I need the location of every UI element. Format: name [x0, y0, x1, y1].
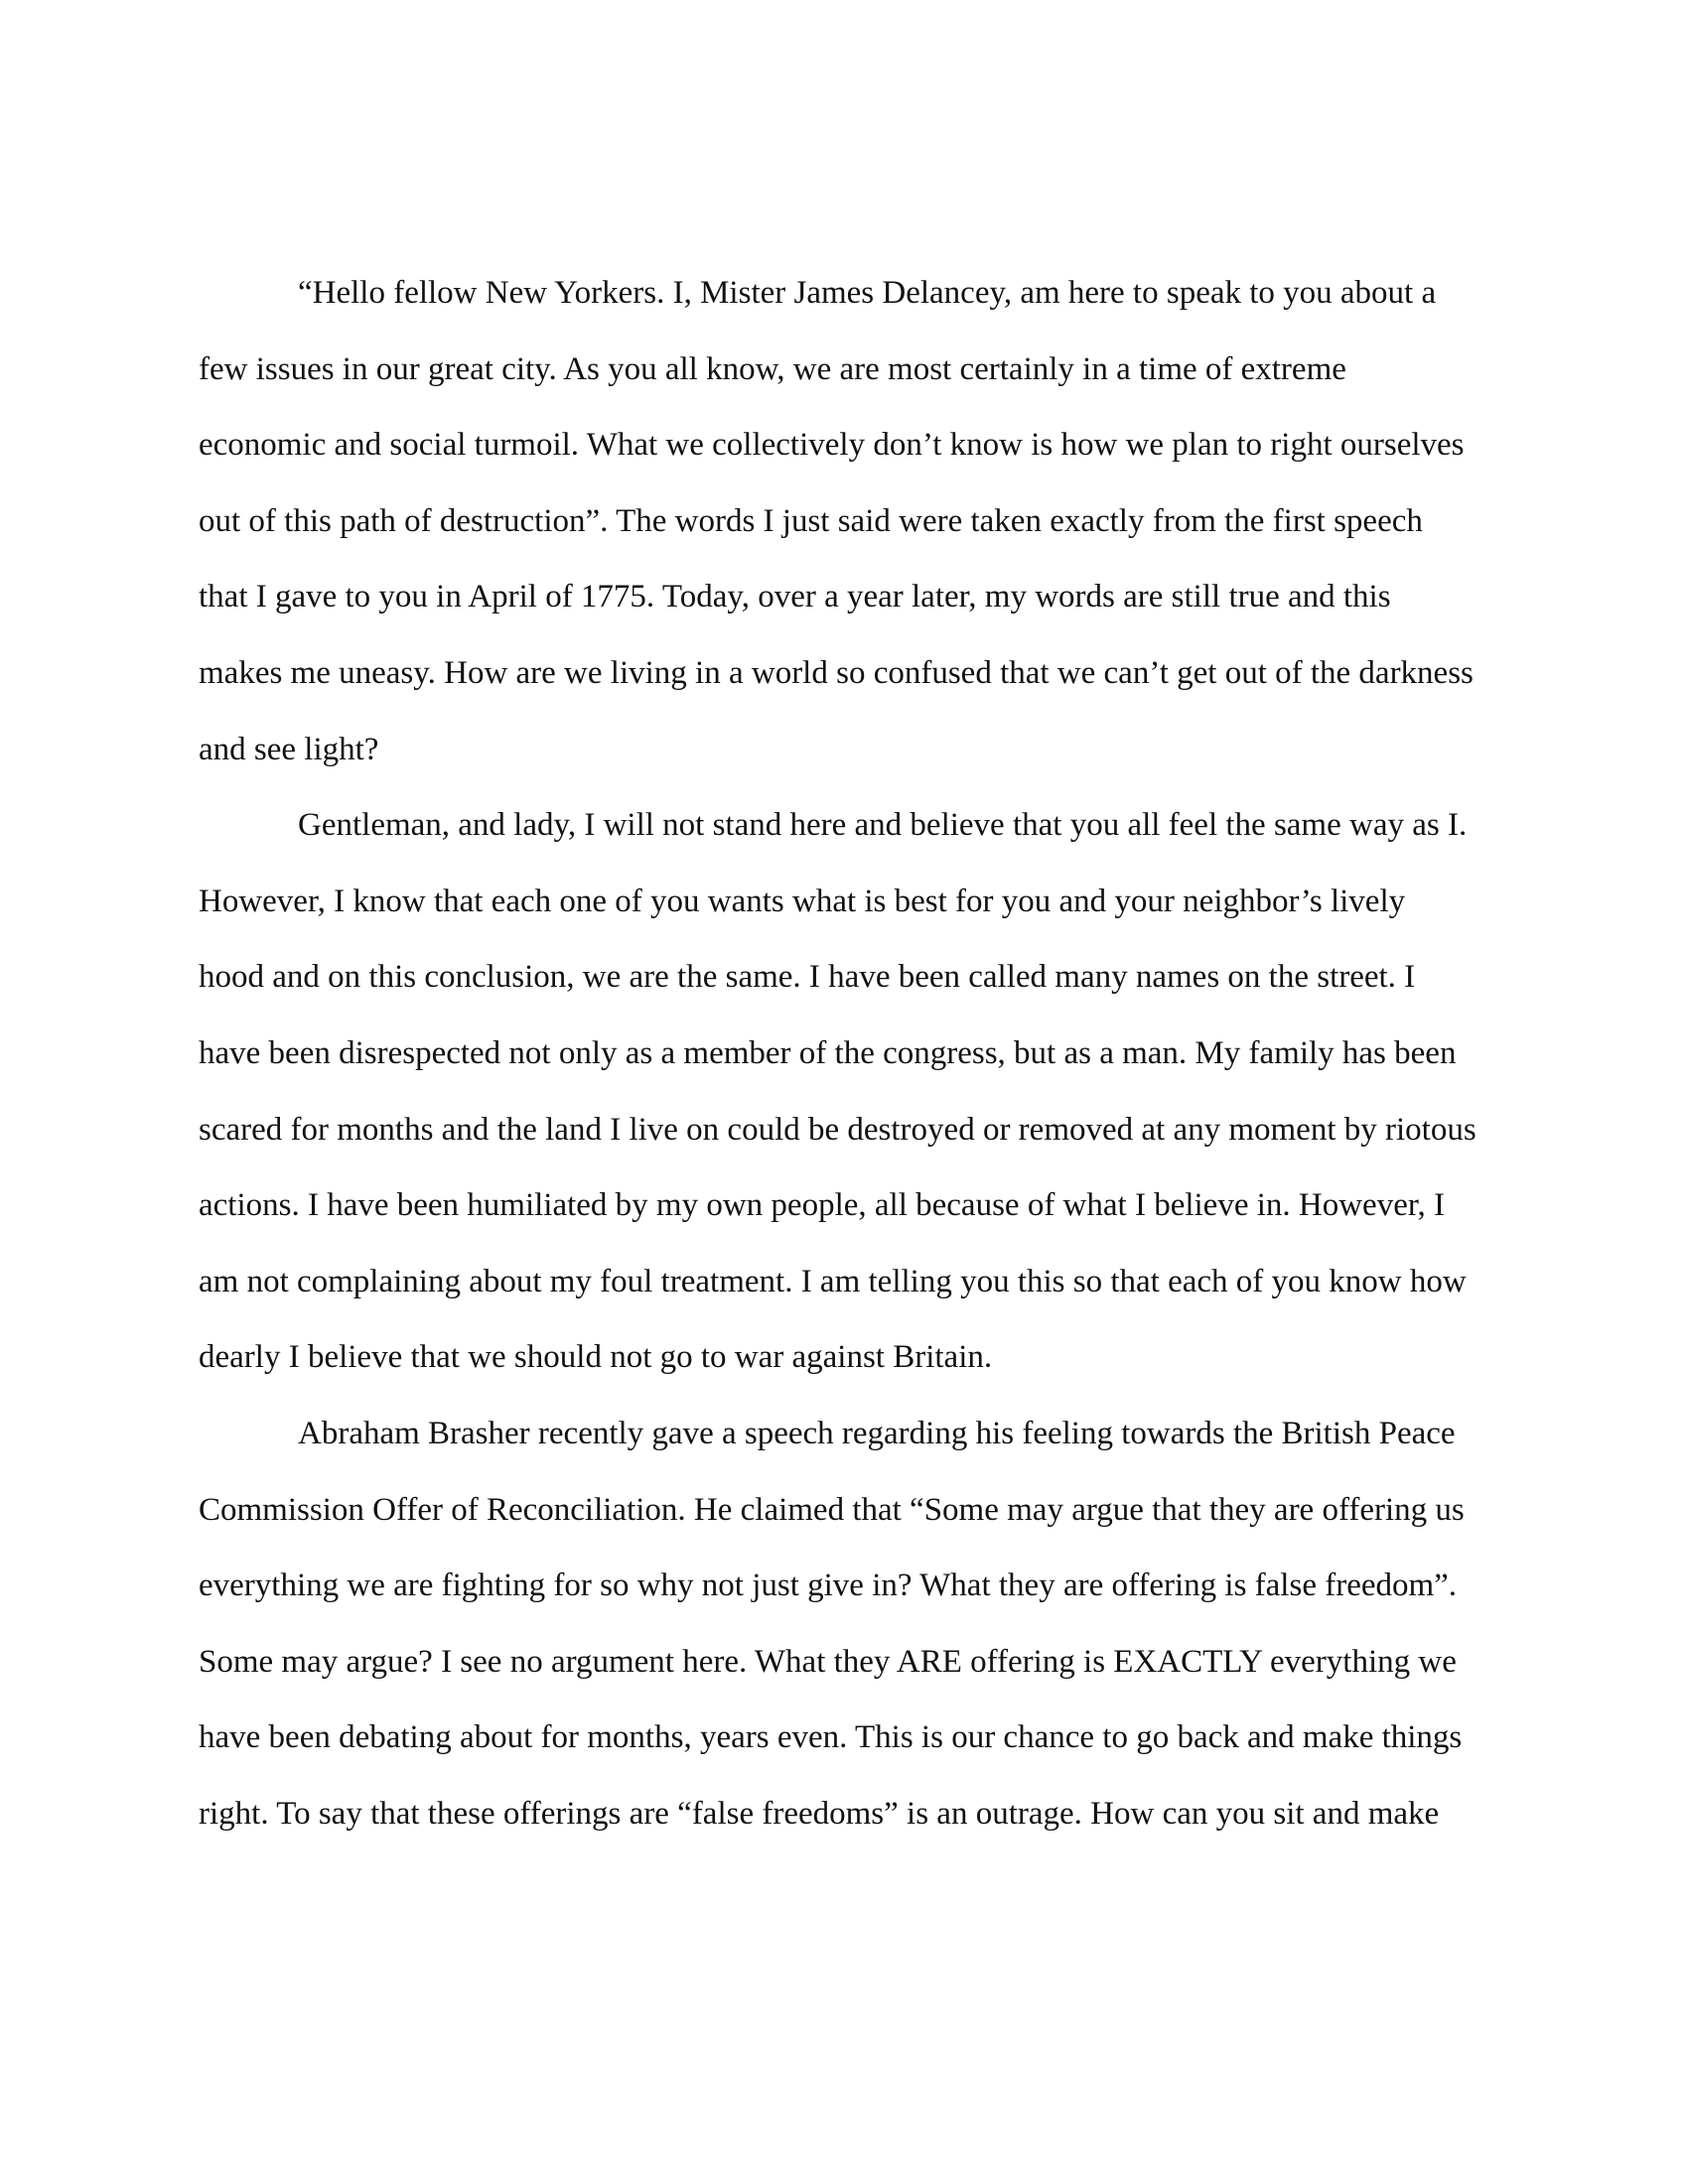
text-line: right. To say that these offerings are “false freedoms” is an outrage. How can you sit and make — [199, 1795, 1440, 1832]
text-line: dearly I believe that we should not go to war against Britain. — [199, 1339, 993, 1376]
text-line: scared for months and the land I live on could be destroyed or removed at any moment by riotous — [199, 1111, 1477, 1148]
text-line: hood and on this conclusion, we are the same. I have been called many names on the street. I — [199, 959, 1416, 996]
text-line: out of this path of destruction”. The words I just said were taken exactly from the first speech — [199, 502, 1423, 539]
text-line: makes me uneasy. How are we living in a world so confused that we can’t get out of the darkness — [199, 654, 1474, 691]
paragraph — [199, 255, 1509, 787]
text-line: and see light? — [199, 731, 379, 767]
text-line: everything we are fighting for so why not just give in? What they are offering is false freedom”. — [199, 1568, 1458, 1604]
text-line: actions. I have been humiliated by my own people, all because of what I believe in. However, I — [199, 1187, 1445, 1224]
text-line: few issues in our great city. As you all know, we are most certainly in a time of extreme — [199, 350, 1346, 387]
text-line: economic and social turmoil. What we collectively don’t know is how we plan to right ourselves — [199, 427, 1465, 464]
text-line: have been debating about for months, years even. This is our chance to go back and make things — [199, 1719, 1463, 1756]
text-line: However, I know that each one of you wants what is best for you and your neighbor’s lively — [199, 883, 1406, 919]
text-line: am not complaining about my foul treatment. I am telling you this so that each of you know how — [199, 1263, 1467, 1299]
text-line: that I gave to you in April of 1775. Today, over a year later, my words are still true and this — [199, 579, 1391, 615]
text-line: Abraham Brasher recently gave a speech regarding his feeling towards the British Peace — [298, 1415, 1456, 1451]
paragraph — [199, 787, 1509, 1396]
text-line: Some may argue? I see no argument here. What they ARE offering is EXACTLY everything we — [199, 1643, 1457, 1680]
text-line: have been disrespected not only as a member of the congress, but as a man. My family has been — [199, 1034, 1457, 1071]
text-line: “Hello fellow New Yorkers. I, Mister James Delancey, am here to speak to you about a — [298, 275, 1437, 311]
text-line: Commission Offer of Reconciliation. He claimed that “Some may argue that they are offering us — [199, 1491, 1465, 1528]
paragraph — [199, 1396, 1509, 1852]
text-line: Gentleman, and lady, I will not stand here and believe that you all feel the same way as I. — [298, 807, 1468, 844]
document-body — [199, 255, 1509, 1851]
